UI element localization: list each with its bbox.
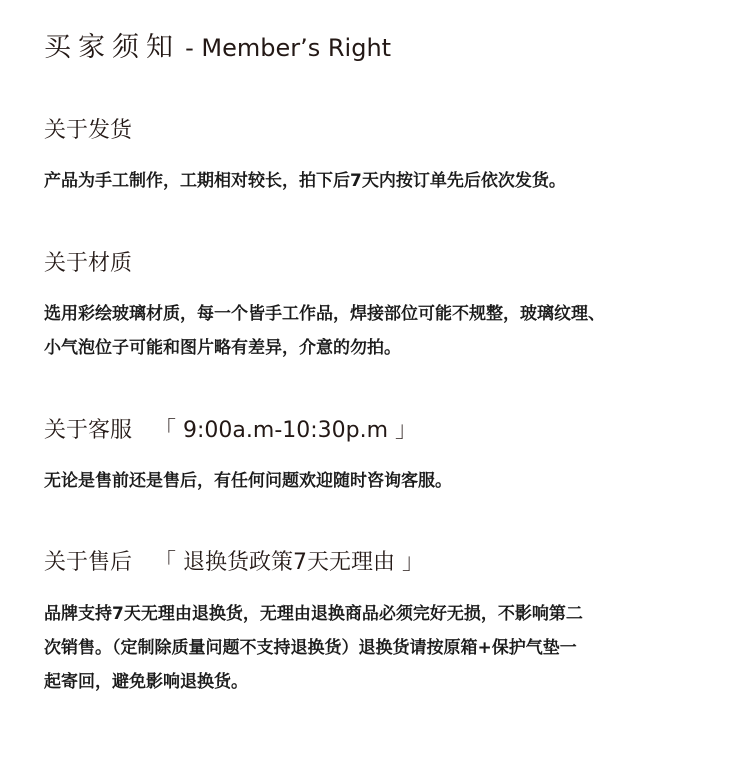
section-heading-label: 关于售后 xyxy=(44,550,133,575)
page-title-english: - Member’s Right xyxy=(185,34,392,62)
section-body-line: 选用彩绘玻璃材质，每一个皆手工作品，焊接部位可能不规整，玻璃纹理、 xyxy=(44,304,605,324)
page-title-chinese: 买家须知 xyxy=(44,32,180,63)
return-policy-note: 「 退换货政策7天无理由 」 xyxy=(154,550,424,575)
section-heading-material xyxy=(44,249,132,279)
service-hours-note: 「 9:00a.m-10:30p.m 」 xyxy=(154,418,418,443)
section-heading-label: 关于材质 xyxy=(44,251,133,276)
section-body-shipping xyxy=(44,164,724,198)
section-body-after-sales xyxy=(44,597,724,699)
section-body-line: 产品为手工制作，工期相对较长，拍下后7天内按订单先后依次发货。 xyxy=(44,171,566,191)
section-heading-shipping xyxy=(44,116,132,146)
section-body-line: 品牌支持7天无理由退换货，无理由退换商品必须完好无损，不影响第二 xyxy=(44,604,583,624)
section-heading-label: 关于发货 xyxy=(44,118,133,143)
section-body-line: 无论是售前还是售后，有任何问题欢迎随时咨询客服。 xyxy=(44,471,452,491)
section-body-material xyxy=(44,297,724,365)
section-body-line: 起寄回，避免影响退换货。 xyxy=(44,672,248,692)
section-body-line: 小气泡位子可能和图片略有差异，介意的勿拍。 xyxy=(44,338,401,358)
section-body-line: 次销售。（定制除质量问题不支持退换货）退换货请按原箱+保护气垫一 xyxy=(44,638,577,658)
page-title xyxy=(44,28,391,71)
section-heading-after-sales xyxy=(44,548,424,578)
section-body-customer-service xyxy=(44,464,724,498)
section-heading-customer-service xyxy=(44,416,417,446)
section-heading-label: 关于客服 xyxy=(44,418,133,443)
